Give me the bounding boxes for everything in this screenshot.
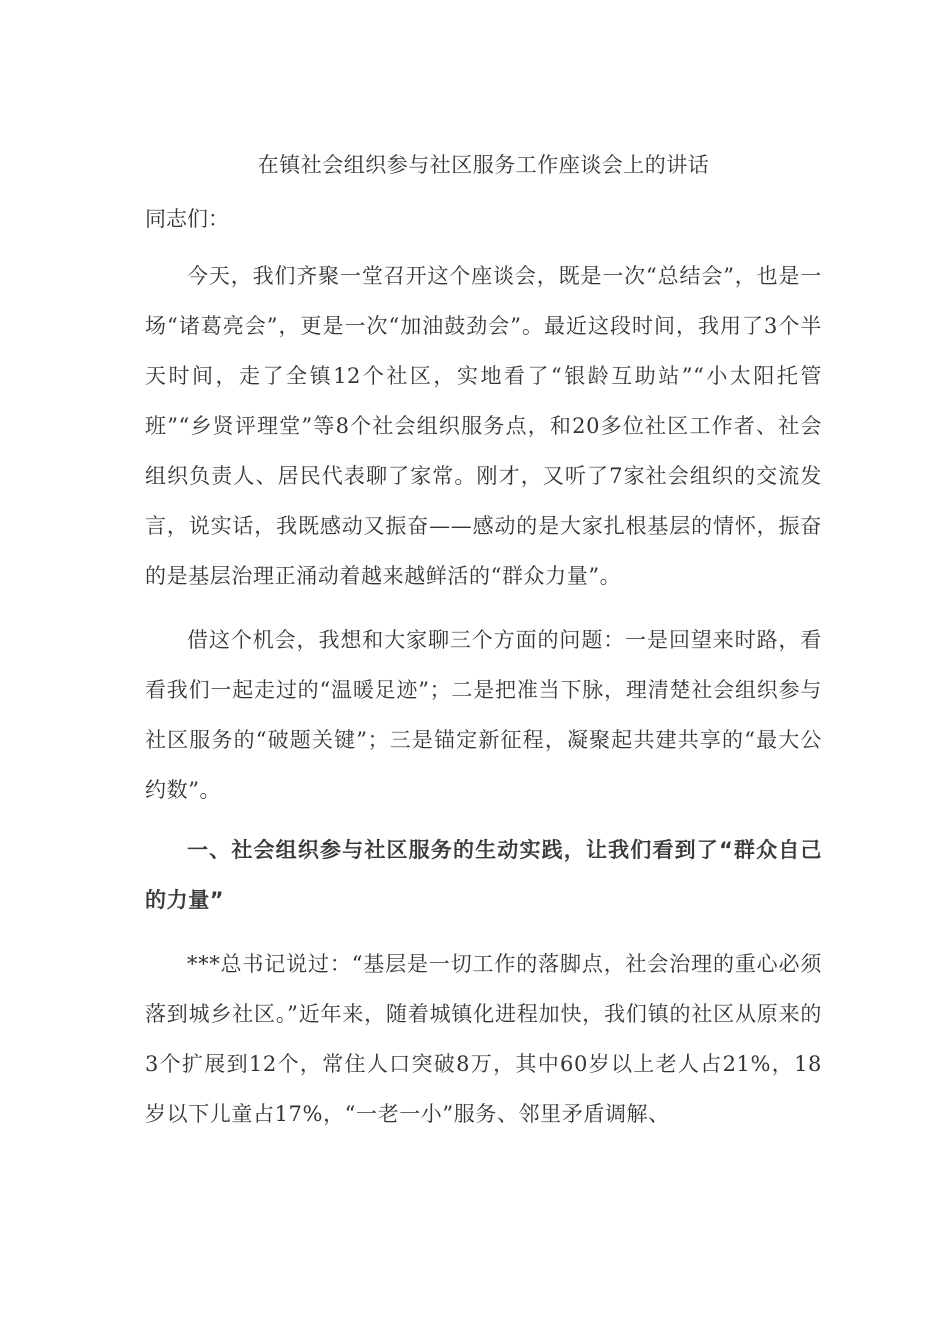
salutation: 同志们： [145, 207, 229, 231]
document-body [145, 145, 822, 1139]
document-title: 在镇社会组织参与社区服务工作座谈会上的讲话 [257, 153, 710, 177]
paragraph-opening: 今天，我们齐聚一堂召开这个座谈会，既是一次“总结会”，也是一场“诸葛亮会”，更是一次“加油鼓劲会”。最近这段时间，我用了3个半天时间，走了全镇12个社区，实地看了“银龄互助站”“小太阳托管班”“乡贤评理堂”等8个社会组织服务点，和20多位社区工作者、社会组织负责人、居民代表聊了家常。刚才，又听了7家社会组织的交流发言，说实话，我既感动又振奋——感动的是大家扎根基层的情怀，振奋的是基层治理正涌动着越来越鲜活的“群众力量”。 [145, 264, 822, 588]
paragraph-section-1: ***总书记说过：“基层是一切工作的落脚点，社会治理的重心必须落到城乡社区。”近年来，随着城镇化进程加快，我们镇的社区从原来的3个扩展到12个，常住人口突破8万，其中60岁以上老人占21%，18岁以下儿童占17%，“一老一小”服务、邻里矛盾调解、 [145, 952, 822, 1126]
paragraph-outline: 借这个机会，我想和大家聊三个方面的问题：一是回望来时路，看看我们一起走过的“温暖足迹”；二是把准当下脉，理清楚社会组织参与社区服务的“破题关键”；三是锚定新征程，凝聚起共建共享的“最大公约数”。 [145, 628, 822, 802]
section-heading-1: 一、社会组织参与社区服务的生动实践，让我们看到了“群众自己的力量” [145, 838, 822, 912]
